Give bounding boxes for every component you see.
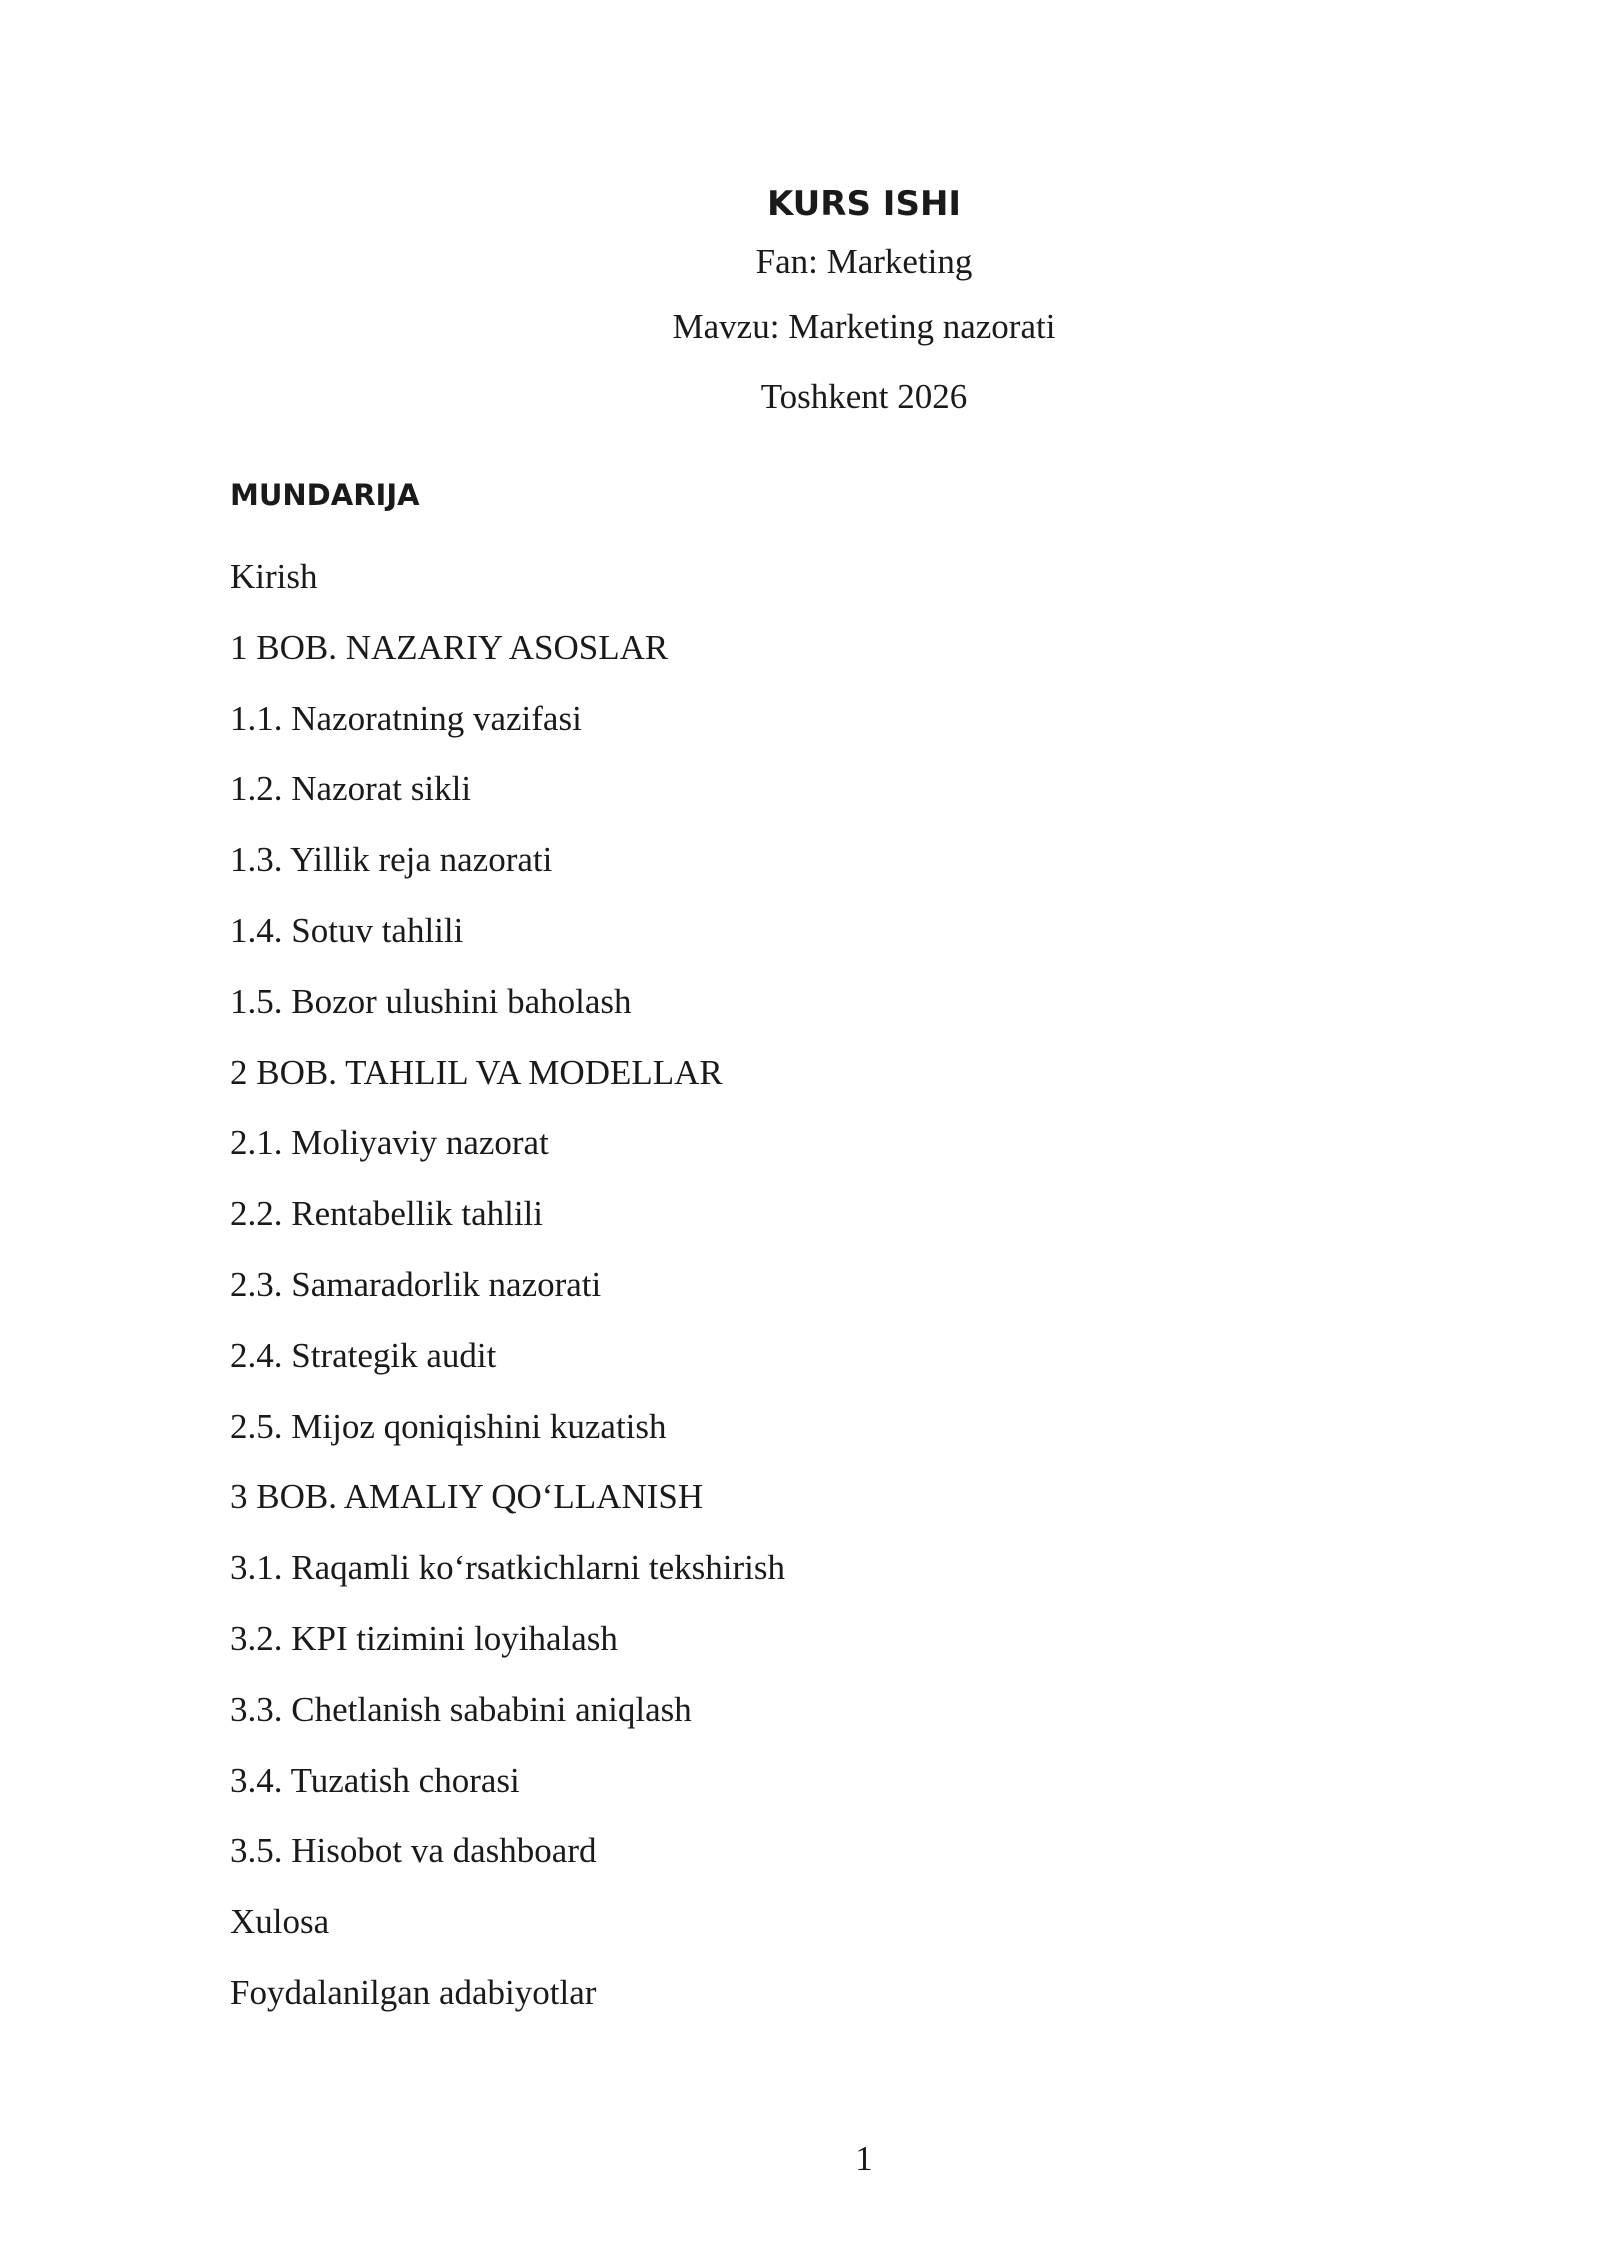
toc-item-1-1: 1.1. Nazoratning vazifasi [230, 698, 582, 738]
title-block [64, 176, 1600, 432]
toc-item-chapter-1: 1 BOB. NAZARIY ASOSLAR [230, 627, 669, 667]
toc-item-3-4: 3.4. Tuzatish chorasi [230, 1760, 520, 1800]
toc-item-chapter-3: 3 BOB. AMALIY QO‘LLANISH [230, 1477, 704, 1517]
toc-item-3-5: 3.5. Hisobot va dashboard [230, 1831, 597, 1871]
toc-item-1-3: 1.3. Yillik reja nazorati [230, 840, 553, 880]
toc-item-3-1: 3.1. Raqamli ko‘rsatkichlarni tekshirish [230, 1548, 786, 1588]
toc-item-references: Foydalanilgan adabiyotlar [230, 1972, 597, 2012]
place-year-line: Toshkent 2026 [760, 377, 968, 416]
toc-item-1-4: 1.4. Sotuv tahlili [230, 910, 464, 950]
toc-item-2-2: 2.2. Rentabellik tahlili [230, 1194, 544, 1234]
document-title: KURS ISHI [766, 184, 962, 224]
toc-item-2-1: 2.1. Moliyaviy nazorat [230, 1123, 549, 1163]
toc-item-1-5: 1.5. Bozor ulushini baholash [230, 981, 632, 1021]
topic-line: Mavzu: Marketing nazorati [672, 307, 1056, 346]
toc-item-3-2: 3.2. KPI tizimini loyihalash [230, 1618, 618, 1658]
toc-item-introduction: Kirish [230, 557, 318, 596]
toc-heading: MUNDARIJA [230, 478, 420, 512]
table-of-contents [230, 542, 785, 2029]
page-number: 1 [855, 2139, 873, 2178]
toc-item-conclusion: Xulosa [230, 1902, 330, 1942]
toc-item-3-3: 3.3. Chetlanish sababini aniqlash [230, 1689, 692, 1729]
toc-item-2-4: 2.4. Strategik audit [230, 1335, 497, 1375]
toc-item-chapter-2: 2 BOB. TAHLIL VA MODELLAR [230, 1052, 723, 1092]
subject-line: Fan: Marketing [755, 242, 973, 281]
toc-item-2-5: 2.5. Mijoz qoniqishini kuzatish [230, 1406, 667, 1446]
toc-item-2-3: 2.3. Samaradorlik nazorati [230, 1264, 602, 1304]
toc-item-1-2: 1.2. Nazorat sikli [230, 769, 472, 809]
